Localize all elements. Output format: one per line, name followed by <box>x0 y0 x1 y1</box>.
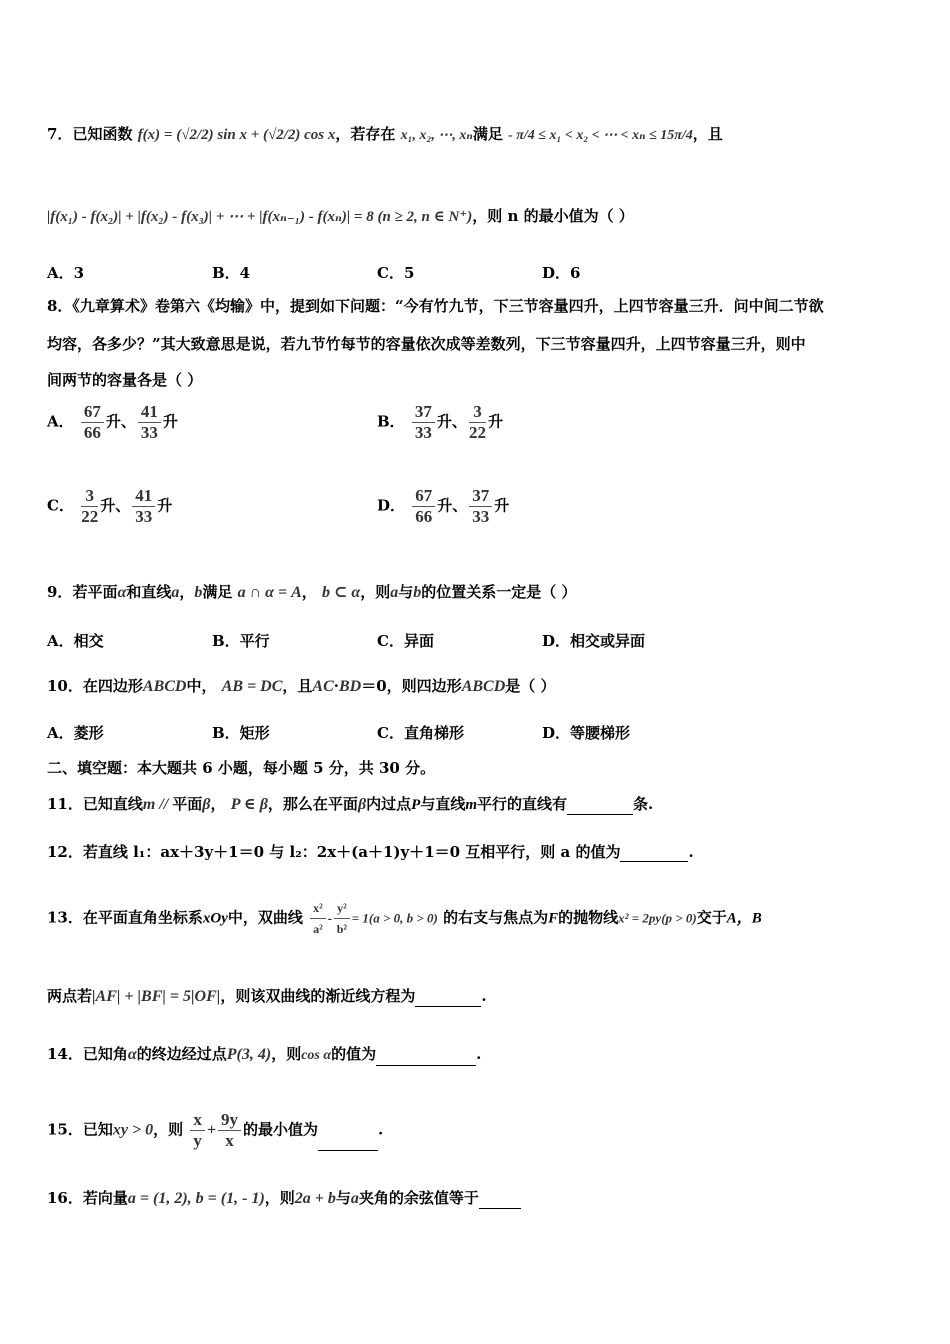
q7-line2: |f(x₁) - f(x₂)| + |f(x₂) - f(x₃)| + ⋯ + |f(xₙ₋₁) - f(xₙ)| = 8 (n ≥ 2, n ∈ N⁺)，则 n 的最小值为（ ） <box>47 207 634 225</box>
q9-option-b[interactable]: B．平行 <box>212 632 270 650</box>
q7-line1: 7．已知函数 f(x) = (√2/2) sin x + (√2/2) cos x，若存在 x₁, x₂, ⋯, xₙ满足 - π/4 ≤ x₁ < x₂ < ⋯ < xₙ ≤ 15π/4，且 <box>47 125 723 143</box>
q10-option-b[interactable]: B．矩形 <box>212 724 270 742</box>
q10-option-a[interactable]: A．菱形 <box>47 724 104 742</box>
q12-answer-blank[interactable] <box>620 845 688 862</box>
q11-answer-blank[interactable] <box>567 798 633 815</box>
q9-option-c[interactable]: C．异面 <box>377 632 434 650</box>
q15-answer-blank[interactable] <box>318 1134 378 1151</box>
q7-sum: |f(x₁) - f(x₂)| + |f(x₂) - f(x₃)| + ⋯ + |f(xₙ₋₁) - f(xₙ)| = 8 (n ≥ 2, n ∈ N⁺) <box>47 209 473 225</box>
q10-option-c[interactable]: C．直角梯形 <box>377 724 464 742</box>
q8-option-d[interactable]: D． $\frac{67}{66}$ 升、 $\frac{37}{33}$ 升 <box>377 486 510 526</box>
q15-stem: 15．已知xy > 0，则 $\frac{x}{y}$ + $\frac{9y}{x}$ 的最小值为 . <box>47 1110 384 1150</box>
q10-stem: 10．在四边形ABCD中， AB = DC，且AC·BD＝0，则四边形ABCD是（ ） <box>47 677 556 695</box>
q13-line1: 13．在平面直角坐标系xOy中，双曲线 $\frac{\text{x²}}{\text{a²}}$ - $\frac{\text{y²}}{\text{b²}}$ = 1(a > 0, b > 0) 的右支与焦点为F的抛物线x² = 2py(p > 0)交于A，B <box>47 898 762 939</box>
q7-option-a[interactable]: A．3 <box>47 264 85 282</box>
q7-function: f(x) = (√2/2) sin x + (√2/2) cos x <box>137 127 336 143</box>
q8-line1: 8．《九章算术》卷第六《均输》中，提到如下问题：“今有竹九节，下三节容量四升，上四节容量三升．问中间二节欲 <box>47 297 824 315</box>
q8-line3: 间两节的容量各是（ ） <box>47 371 203 389</box>
q9-option-a[interactable]: A．相交 <box>47 632 104 650</box>
q11-stem: 11．已知直线m // 平面β， P ∈ β，那么在平面β内过点P与直线m平行的直线有 条. <box>47 795 654 813</box>
q7-option-b[interactable]: B．4 <box>212 264 251 282</box>
section-heading: 二、填空题：本大题共 6 小题，每小题 5 分，共 30 分。 <box>47 759 436 777</box>
q9-option-d[interactable]: D．相交或异面 <box>542 632 646 650</box>
q13-line2: 两点若|AF| + |BF| = 5|OF|，则该双曲线的渐近线方程为 . <box>47 987 487 1005</box>
q10-option-d[interactable]: D．等腰梯形 <box>542 724 631 742</box>
q8-option-a[interactable]: A． $\frac{67}{66}$ 升、 $\frac{41}{33}$ 升 <box>47 402 178 442</box>
q7-option-c[interactable]: C．5 <box>377 264 415 282</box>
q12-stem: 12．若直线 l₁：ax＋3y＋1＝0 与 l₂：2x＋(a＋1)y＋1＝0 互相平行，则 a 的值为 . <box>47 843 694 861</box>
q8-option-b[interactable]: B． $\frac{37}{33}$ 升、 $\frac{3}{22}$ 升 <box>377 402 503 442</box>
q8-line2: 均容，各多少？”其大致意思是说，若九节竹每节的容量依次成等差数列，下三节容量四升，上四节容量三升，则中 <box>47 335 806 353</box>
q16-stem: 16．若向量a = (1, 2), b = (1, - 1)，则2a + b与a夹角的余弦值等于 <box>47 1188 521 1209</box>
q7-option-d[interactable]: D．6 <box>542 264 581 282</box>
q16-answer-blank[interactable] <box>479 1192 521 1209</box>
q14-answer-blank[interactable] <box>376 1049 476 1066</box>
q14-stem: 14．已知角α的终边经过点P(3, 4)，则cos α的值为 . <box>47 1044 481 1066</box>
q13-answer-blank[interactable] <box>415 990 481 1007</box>
q9-stem: 9．若平面α和直线a，b满足 a ∩ α = A， b ⊂ α，则a与b的位置关系一定是（ ） <box>47 583 577 601</box>
q8-option-c[interactable]: C． $\frac{3}{22}$ 升、 $\frac{41}{33}$ 升 <box>47 486 173 526</box>
